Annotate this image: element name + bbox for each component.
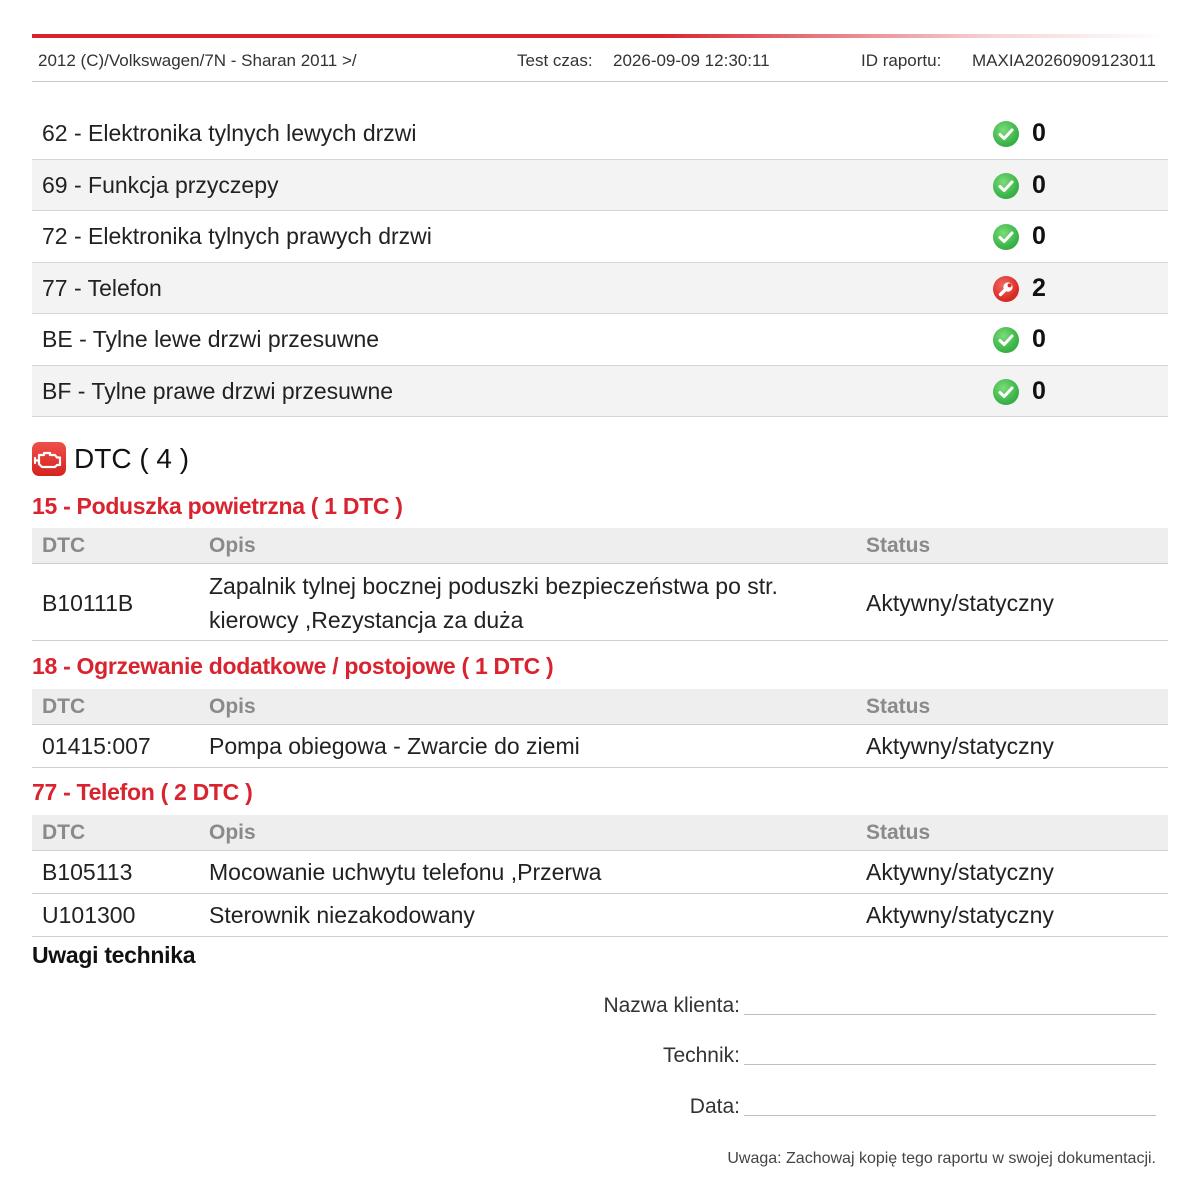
column-header-desc: Opis [209, 534, 256, 557]
vehicle-info: 2012 (C)/Volkswagen/7N - Sharan 2011 >/ [38, 51, 357, 70]
system-row [32, 366, 1168, 418]
dtc-status: Aktywny/statyczny [866, 902, 1054, 928]
table-row [32, 894, 1168, 937]
system-name: 69 - Funkcja przyczepy [42, 171, 279, 198]
column-header-status: Status [866, 534, 931, 557]
client-name-line [744, 1014, 1156, 1015]
client-name-label: Nazwa klienta: [603, 994, 740, 1017]
column-header-desc: Opis [209, 695, 256, 718]
column-header-desc: Opis [209, 821, 256, 844]
dtc-status: Aktywny/statyczny [866, 590, 1054, 616]
system-list [32, 108, 1168, 417]
check-circle-icon [993, 121, 1019, 147]
system-dtc-count: 0 [1032, 376, 1046, 405]
dtc-group-title: 18 - Ogrzewanie dodatkowe / postojowe ( 1 DTC ) [32, 653, 554, 679]
system-dtc-count: 0 [1032, 325, 1046, 353]
report-id-label: ID raportu: [861, 51, 942, 70]
column-header-status: Status [866, 821, 931, 844]
dtc-description-line: kierowcy ,Rezystancja za duża [209, 607, 524, 633]
system-row [32, 160, 1168, 212]
check-circle-icon [993, 379, 1019, 405]
dtc-table [32, 528, 1168, 641]
table-header [32, 689, 1168, 725]
system-name: BF - Tylne prawe drzwi przesuwne [42, 377, 394, 404]
column-header-dtc: DTC [42, 534, 86, 557]
system-row [32, 263, 1168, 315]
system-dtc-count: 0 [1032, 222, 1046, 250]
report-id-value: MAXIA20260909123011 [971, 51, 1156, 70]
system-row [32, 108, 1168, 160]
dtc-description: Pompa obiegowa - Zwarcie do ziemi [209, 733, 580, 759]
technician-notes-title: Uwagi technika [32, 942, 196, 968]
dtc-code: B105113 [42, 859, 133, 885]
dtc-table [32, 689, 1168, 768]
table-row [32, 564, 1168, 641]
footer-note: Uwaga: Zachowaj kopię tego raportu w swojej dokumentacji. [727, 1150, 1156, 1167]
dtc-status: Aktywny/statyczny [866, 733, 1054, 759]
column-header-dtc: DTC [42, 821, 86, 844]
dtc-group-title: 15 - Poduszka powietrzna ( 1 DTC ) [32, 493, 403, 519]
test-time-label: Test czas: [517, 51, 593, 70]
check-circle-icon [993, 173, 1019, 199]
technician-label: Technik: [662, 1044, 740, 1067]
column-header-dtc: DTC [42, 695, 86, 718]
system-name: 72 - Elektronika tylnych prawych drzwi [42, 223, 432, 249]
date-label: Data: [689, 1095, 740, 1118]
test-time-value: 2026-09-09 12:30:11 [613, 51, 770, 70]
table-row [32, 725, 1168, 768]
date-line [744, 1115, 1156, 1116]
dtc-code: 01415:007 [42, 733, 151, 759]
system-dtc-count: 2 [1032, 273, 1046, 302]
system-name: 62 - Elektronika tylnych lewych drzwi [42, 120, 417, 146]
system-row [32, 211, 1168, 263]
table-row [32, 851, 1168, 894]
dtc-description: Mocowanie uchwytu telefonu ,Przerwa [209, 859, 602, 885]
wrench-circle-icon [993, 276, 1019, 302]
system-dtc-count: 0 [1032, 119, 1046, 147]
dtc-section-title: DTC ( 4 ) [74, 443, 190, 474]
dtc-code: U101300 [42, 902, 136, 928]
system-name: 77 - Telefon [42, 274, 162, 301]
report-header [32, 42, 1168, 82]
system-dtc-count: 0 [1032, 170, 1046, 199]
table-header [32, 815, 1168, 851]
column-header-status: Status [866, 695, 931, 718]
dtc-group-title: 77 - Telefon ( 2 DTC ) [32, 779, 253, 805]
system-row [32, 314, 1168, 366]
check-circle-icon [993, 224, 1019, 250]
technician-line [744, 1064, 1156, 1065]
dtc-table [32, 815, 1168, 937]
dtc-description: Sterownik niezakodowany [209, 902, 475, 928]
system-name: BE - Tylne lewe drzwi przesuwne [42, 326, 380, 352]
table-header [32, 528, 1168, 564]
header-accent-bar [32, 34, 1168, 38]
dtc-description-line: Zapalnik tylnej bocznej poduszki bezpieczeństwa po str. [209, 573, 778, 599]
dtc-status: Aktywny/statyczny [866, 859, 1054, 885]
check-circle-icon [993, 327, 1019, 353]
engine-warning-icon [32, 442, 66, 476]
dtc-code: B10111B [42, 590, 134, 616]
dtc-description [209, 569, 839, 637]
